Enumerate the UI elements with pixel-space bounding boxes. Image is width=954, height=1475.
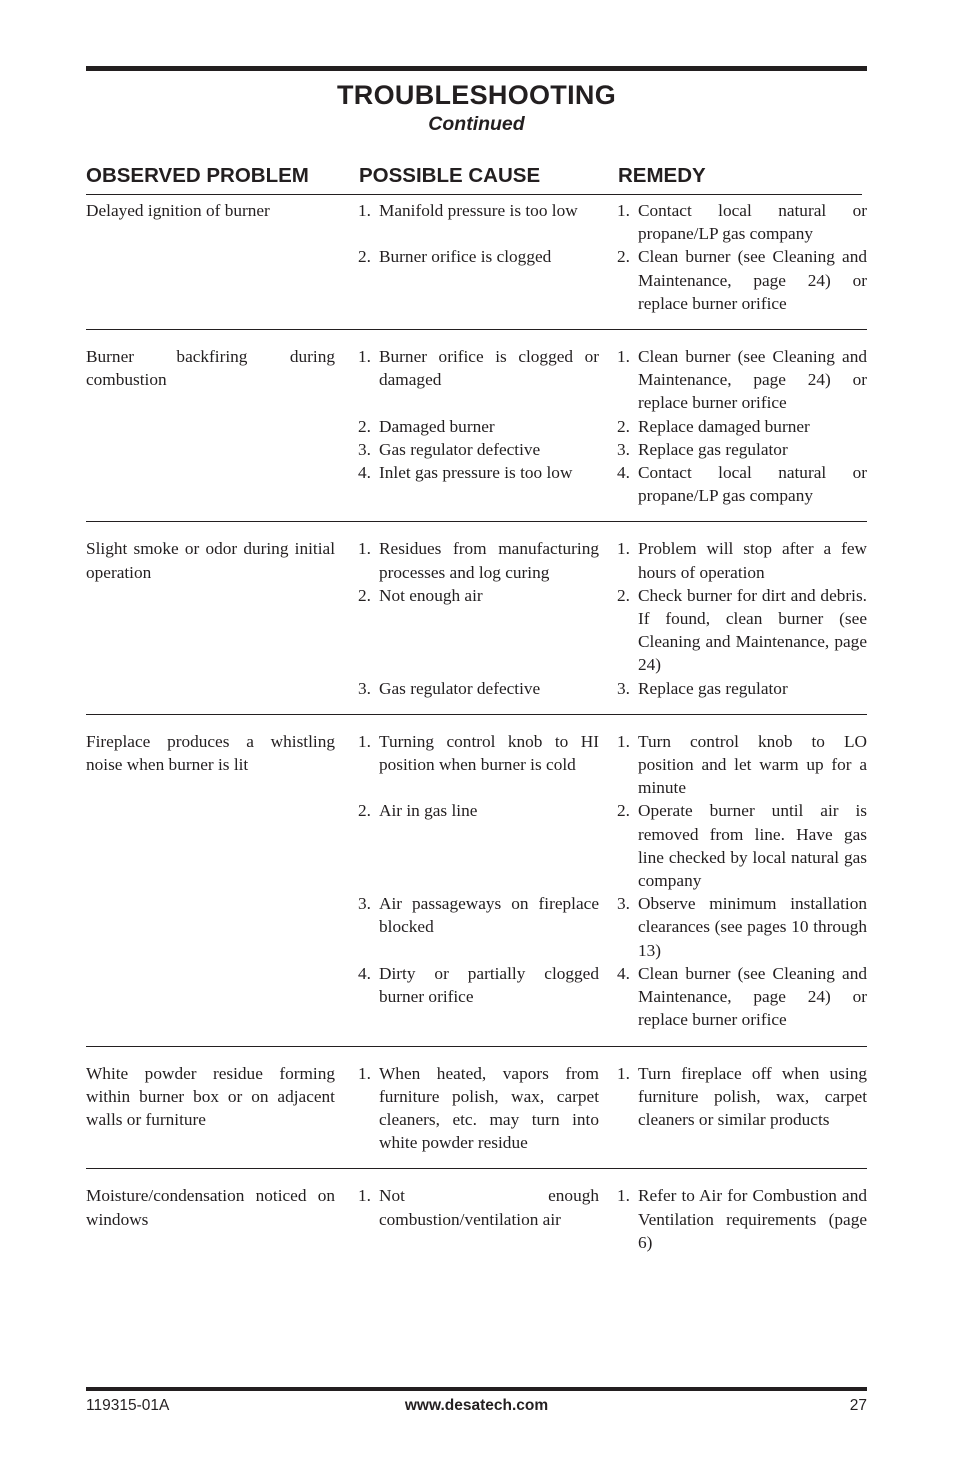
observed-problem: White powder residue forming within burner box or on adjacent walls or furniture	[86, 1063, 335, 1129]
table-row	[86, 342, 867, 522]
possible-cause: 2. Damaged burner	[358, 416, 495, 436]
possible-cause: 1. Residues from manufacturing processes and log curing	[358, 539, 599, 582]
table-row	[86, 196, 867, 330]
possible-cause: 4. Inlet gas pressure is too low	[358, 463, 573, 483]
cause-remedy-pair	[358, 892, 867, 962]
possible-cause: 1. Manifold pressure is too low	[358, 201, 578, 220]
remedy: 4. Contact local natural or propane/LP gas company	[617, 463, 867, 506]
remedy: 2. Clean burner (see Cleaning and Maintenance, page 24) or replace burner orifice	[617, 247, 867, 313]
cause-remedy-pair	[358, 345, 867, 415]
possible-cause: 2. Burner orifice is clogged	[358, 247, 552, 267]
possible-cause: 3. Gas regulator defective	[358, 678, 541, 698]
possible-cause: 4. Dirty or partially clogged burner orifice	[358, 963, 599, 1007]
cause-remedy-pair	[358, 1184, 867, 1254]
possible-cause: 3. Gas regulator defective	[358, 439, 541, 459]
remedy: 3. Replace gas regulator	[617, 678, 788, 698]
troubleshooting-table	[86, 196, 867, 1280]
footer-rule	[86, 1387, 867, 1391]
possible-cause: 1. Not enough combustion/ventilation air	[358, 1186, 599, 1229]
observed-problem: Fireplace produces a whistling noise when burner is lit	[86, 731, 335, 775]
observed-problem: Delayed ignition of burner	[86, 201, 270, 220]
cause-remedy-pair	[358, 245, 867, 315]
remedy: 2. Operate burner until air is removed from line. Have gas line checked by local natural gas company	[617, 801, 867, 891]
remedy: 3. Observe minimum installation clearances (see pages 10 through 13)	[617, 894, 867, 960]
page-title: TROUBLESHOOTING	[337, 80, 616, 110]
cause-remedy-pair	[358, 677, 867, 700]
column-header-remedy: REMEDY	[618, 164, 706, 187]
remedy: 1. Refer to Air for Combustion and Ventilation requirements (page 6)	[617, 1186, 867, 1252]
cause-remedy-pair	[358, 199, 867, 245]
page-subtitle: Continued	[428, 113, 525, 135]
possible-cause: 1. Burner orifice is clogged or damaged	[358, 347, 599, 390]
table-row	[86, 1181, 867, 1268]
document-number: 119315-01A	[86, 1397, 170, 1414]
cause-remedy-pair	[358, 962, 867, 1032]
remedy: 2. Check burner for dirt and debris. If found, clean burner (see Cleaning and Maintenance, page 24)	[617, 585, 867, 675]
possible-cause: 1. Turning control knob to HI position when burner is cold	[358, 731, 599, 775]
cause-remedy-pair	[358, 584, 867, 677]
remedy: 1. Turn fireplace off when using furniture polish, wax, carpet cleaners or similar products	[617, 1063, 867, 1129]
remedy: 1. Problem will stop after a few hours of operation	[617, 539, 867, 582]
top-rule	[86, 66, 867, 71]
table-row	[86, 1059, 867, 1170]
cause-remedy-pair	[358, 415, 867, 438]
remedy: 1. Clean burner (see Cleaning and Maintenance, page 24) or replace burner orifice	[617, 347, 867, 413]
remedy: 1. Contact local natural or propane/LP gas company	[617, 201, 867, 244]
observed-problem: Moisture/condensation noticed on windows	[86, 1186, 335, 1229]
cause-remedy-pair	[358, 461, 867, 507]
header-rule	[86, 194, 862, 195]
cause-remedy-pair	[358, 438, 867, 461]
cause-remedy-pair	[358, 730, 867, 800]
cause-remedy-pair	[358, 799, 867, 892]
remedy: 4. Clean burner (see Cleaning and Maintenance, page 24) or replace burner orifice	[617, 963, 867, 1030]
remedy: 3. Replace gas regulator	[617, 439, 788, 459]
possible-cause: 2. Air in gas line	[358, 801, 478, 821]
website-link[interactable]: www.desatech.com	[404, 1397, 549, 1414]
observed-problem: Slight smoke or odor during initial operation	[86, 539, 335, 582]
cause-remedy-pair	[358, 1062, 867, 1155]
possible-cause: 1. When heated, vapors from furniture polish, wax, carpet cleaners, etc. may turn into white powder residue	[358, 1063, 599, 1153]
column-header-cause: POSSIBLE CAUSE	[359, 164, 541, 187]
possible-cause: 3. Air passageways on fireplace blocked	[358, 894, 599, 937]
column-header-problem: OBSERVED PROBLEM	[86, 164, 309, 187]
table-row	[86, 534, 867, 714]
remedy: 1. Turn control knob to LO position and let warm up for a minute	[617, 731, 867, 798]
table-row	[86, 727, 867, 1047]
remedy: 2. Replace damaged burner	[617, 416, 810, 436]
possible-cause: 2. Not enough air	[358, 585, 483, 605]
page-number: 27	[849, 1397, 867, 1414]
cause-remedy-pair	[358, 537, 867, 583]
observed-problem: Burner backfiring during combustion	[86, 347, 335, 390]
